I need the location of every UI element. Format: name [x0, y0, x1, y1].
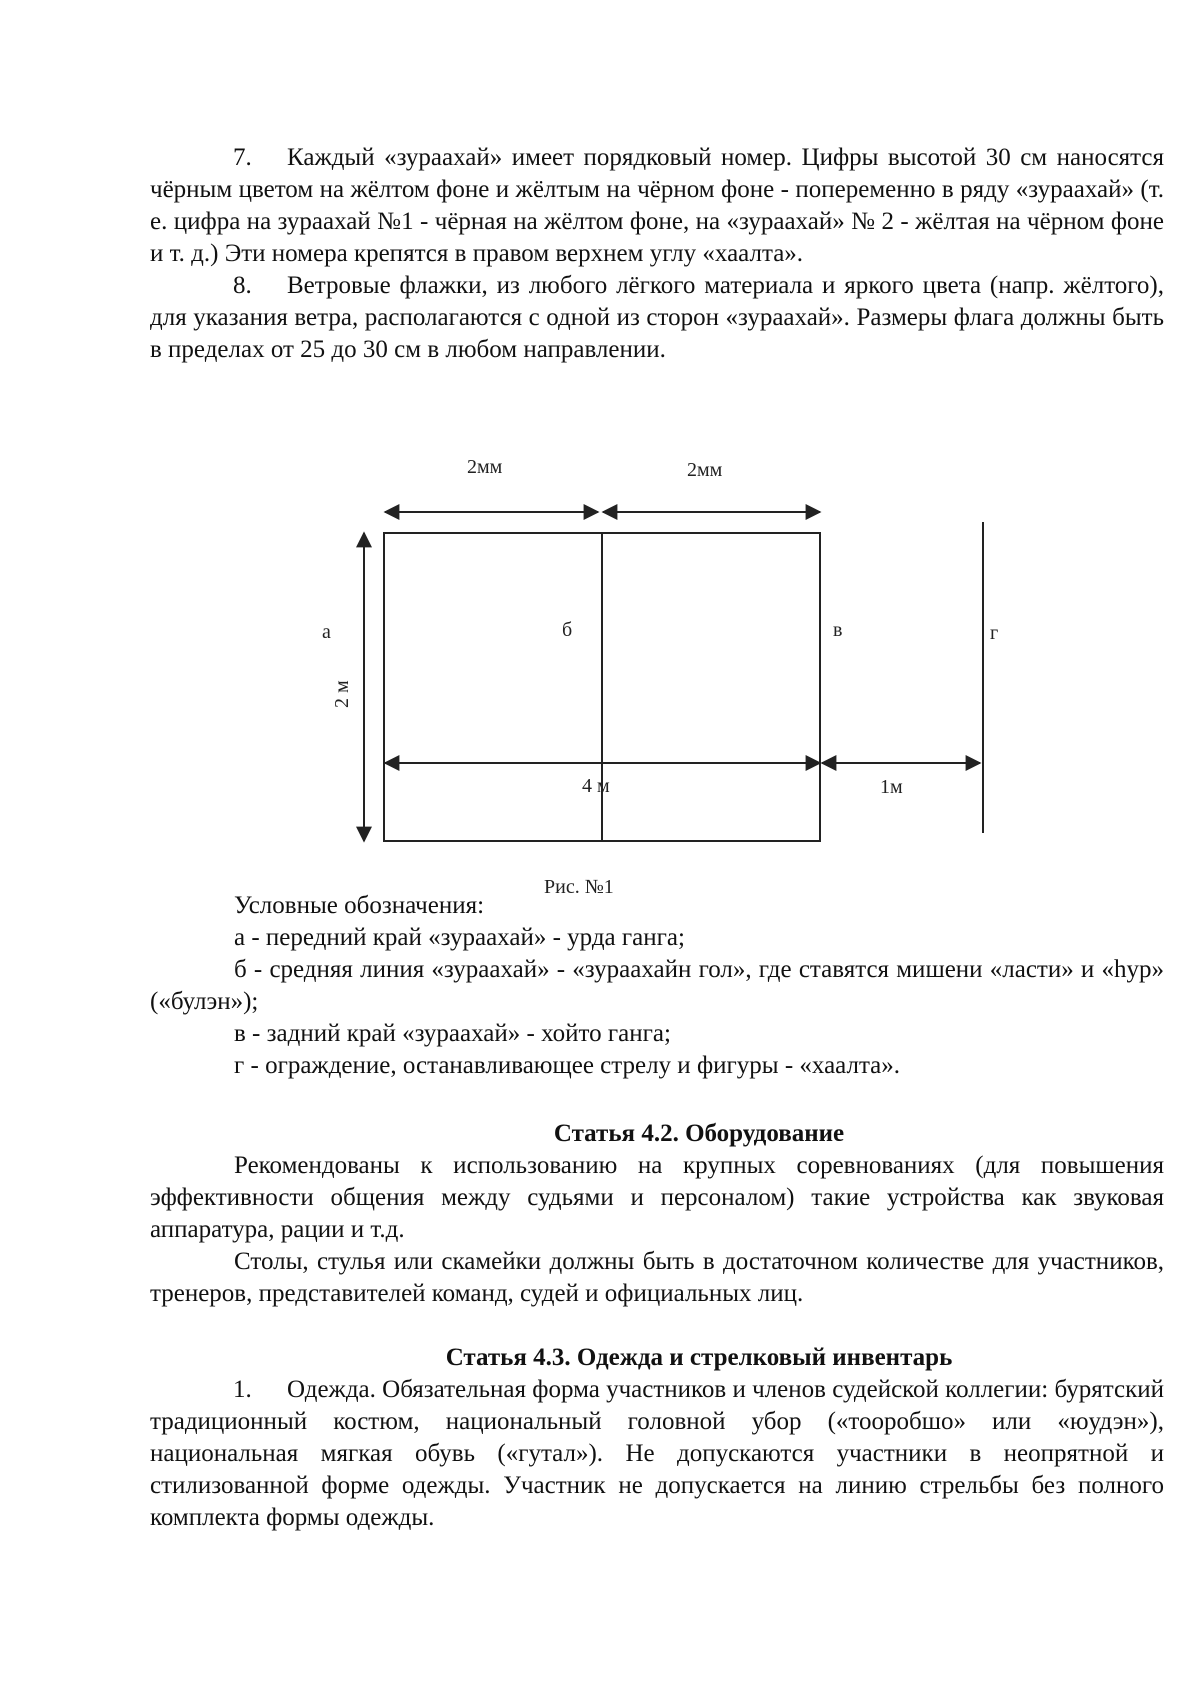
article-4-3-paragraph-1	[150, 1374, 1164, 1534]
dim-bottom-right-label: 1м	[880, 776, 903, 798]
paragraph-number: 1.	[233, 1376, 252, 1403]
figure-caption: Рис. №1	[544, 876, 614, 898]
paragraph-number: 8.	[233, 272, 252, 299]
dim-top-left-label: 2мм	[467, 456, 503, 478]
label-g: г	[990, 622, 999, 644]
legend-item-g: г - ограждение, останавливающее стрелу и фигуры - «хаалта».	[234, 1052, 901, 1079]
article-4-2	[150, 1118, 1164, 1310]
dim-top-right-label: 2мм	[687, 459, 723, 481]
article-4-2-paragraph-1: Рекомендованы к использованию на крупных соревнованиях (для повышения эффективности общения между судьями и персоналом) такие устройства как звуковая аппаратура, рации и т.д.	[150, 1152, 1164, 1243]
legend	[150, 890, 1164, 1082]
paragraph-text: Одежда. Обязательная форма участников и членов судейской коллегии: бурятский традиционный костюм, национальный головной убор («тооробшо» или «юудэн»), национальная мягкая обувь («гутал»). Не допускаются участники в неопрятной и стилизованной форме одежды. Участник не допускается на линию стрельбы без полного комплекта формы одежды.	[150, 1376, 1164, 1531]
article-4-3	[150, 1342, 1164, 1534]
label-b: б	[562, 619, 573, 641]
dim-bottom-left-label: 4 м	[582, 775, 610, 797]
article-4-3-heading: Статья 4.3. Одежда и стрелковый инвентарь	[445, 1344, 953, 1371]
label-v: в	[833, 619, 843, 641]
paragraph-number: 7.	[233, 144, 252, 171]
legend-title: Условные обозначения:	[234, 892, 485, 919]
legend-item-b: б - средняя линия «зураахай» - «зураахайн гол», где ставятся мишени «ласти» и «hур» («булэн»);	[150, 956, 1164, 1015]
label-a: а	[322, 621, 331, 643]
paragraph-text: Каждый «зураахай» имеет порядковый номер. Цифры высотой 30 см наносятся чёрным цветом на жёлтом фоне и жёлтым на чёрном фоне - попеременно в ряду «зураахай» (т. е. цифра на зураахай №1 - чёрная на жёлтом фоне, на «зураахай» № 2 - жёлтая на чёрном фоне и т. д.) Эти номера крепятся в правом верхнем углу «хаалта».	[150, 144, 1164, 267]
legend-item-a: а - передний край «зураахай» - урда ганга;	[234, 924, 685, 951]
legend-item-v: в - задний край «зураахай» - хойто ганга;	[234, 1020, 671, 1047]
dim-side-label: 2 м	[331, 680, 353, 708]
article-4-2-heading: Статья 4.2. Оборудование	[553, 1120, 845, 1147]
article-4-2-paragraph-2: Столы, стулья или скамейки должны быть в достаточном количестве для участников, тренеров, представителей команд, судей и официальных лиц.	[150, 1248, 1164, 1307]
paragraph-text: Ветровые флажки, из любого лёгкого материала и яркого цвета (напр. жёлтого), для указания ветра, располагаются с одной из сторон «зураахай». Размеры флага должны быть в пределах от 25 до 30 см в любом направлении.	[150, 272, 1164, 363]
